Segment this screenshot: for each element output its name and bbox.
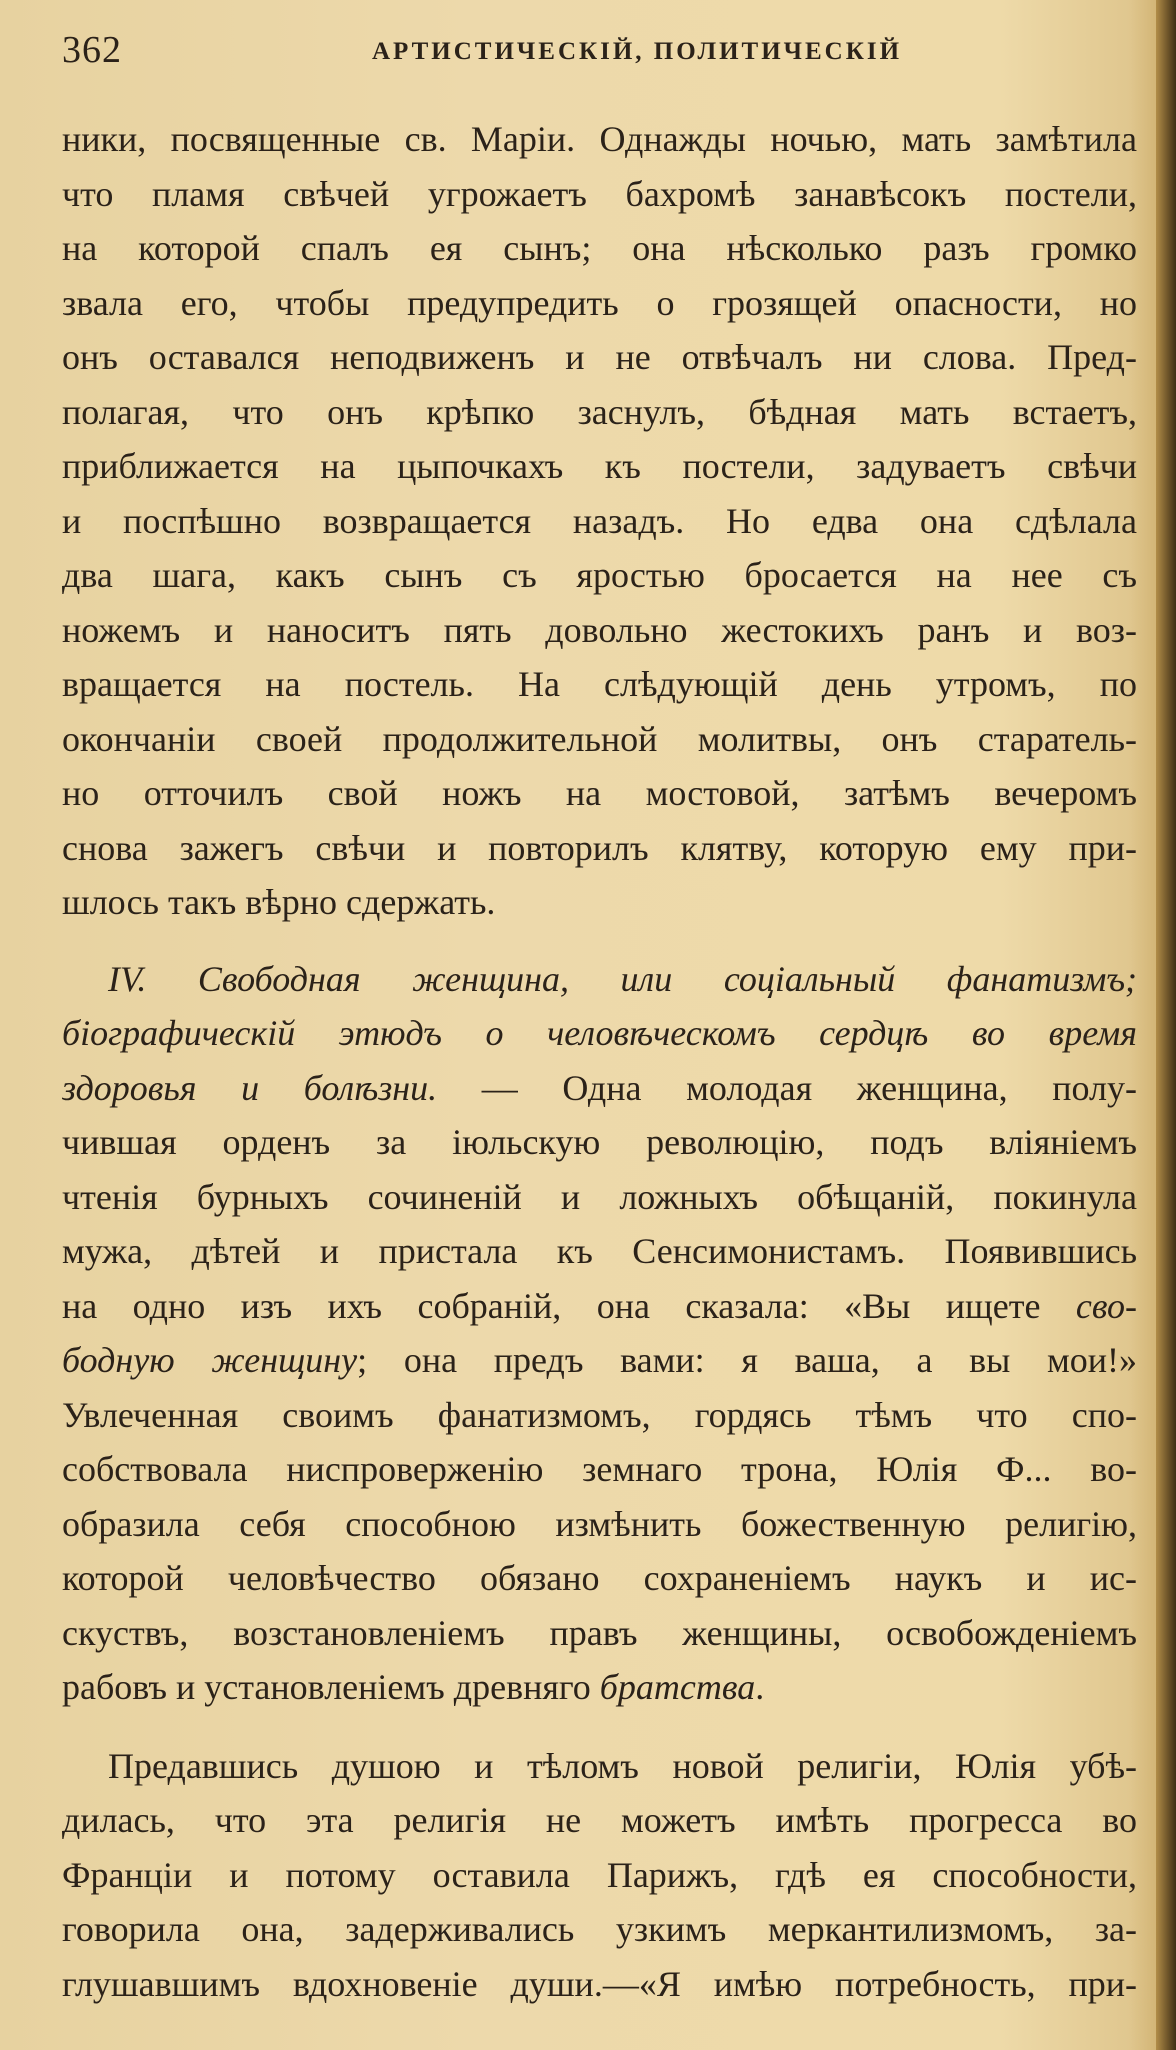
text-line (62, 1279, 1137, 1334)
text-line: ножемъ и наноситъ пять довольно жестокихъ ранъ и воз- (62, 609, 1137, 650)
text-line: звала его, чтобы предупредить о грозящей опасности, но (62, 282, 1137, 323)
text-line: Предавшись душою и тѣломъ новой религіи, Юлія убѣ- (108, 1745, 1137, 1786)
text-run: рабовъ и установленіемъ древняго (62, 1667, 600, 1707)
text-run: на одно изъ ихъ собраній, она сказала: «Вы ищете (62, 1285, 1076, 1326)
page-header (62, 22, 1136, 82)
emphasis-run: бодную женщину (62, 1340, 358, 1380)
text-line: приближается на цыпочкахъ къ постели, задуваетъ свѣчи (62, 446, 1137, 486)
text-run: — Одна молодая женщина, полу- (437, 1067, 1137, 1108)
text-line (62, 1061, 1137, 1116)
text-line: которой человѣчество обязано сохраненіемъ наукъ и ис- (62, 1558, 1137, 1598)
text-line: дилась, что эта религія не можетъ имѣть прогресса во (62, 1800, 1137, 1840)
section-title-end: здоровья и болѣзни. (62, 1067, 438, 1108)
text-line: говорила она, задерживались узкимъ меркантилизмомъ, за- (62, 1909, 1137, 1949)
text-line: вращается на постель. На слѣдующій день утромъ, по (62, 664, 1137, 704)
text-line: и поспѣшно возвращается назадъ. Но едва она сдѣлала (62, 500, 1137, 541)
text-line: окончаніи своей продолжительной молитвы, онъ старатель- (62, 718, 1137, 759)
text-run: . (755, 1667, 765, 1707)
body-text (62, 112, 1137, 2011)
text-line: но отточилъ свой ножъ на мостовой, затѣмъ вечеромъ (62, 773, 1137, 813)
text-run: ; она предъ вами: я ваша, а вы мои!» (357, 1340, 1137, 1380)
paragraph-2 (62, 952, 1137, 1715)
text-line: собствовала ниспроверженію земнаго трона, Юлія Ф... во- (62, 1449, 1137, 1489)
text-line: два шага, какъ сынъ съ яростью бросается на нее съ (62, 555, 1137, 595)
text-line: ники, посвященные св. Маріи. Однажды ночью, мать замѣтила (62, 119, 1137, 159)
text-line: образила себя способною измѣнить божественную религію, (62, 1503, 1137, 1544)
text-line: что пламя свѣчей угрожаетъ бахромѣ занавѣсокъ постели, (62, 173, 1137, 214)
text-line (62, 1660, 1137, 1715)
text-line: глушавшимъ вдохновеніе души.—«Я имѣю потребность, при- (62, 1963, 1137, 2004)
text-line: шлось такъ вѣрно сдержать. (62, 882, 496, 922)
emphasis-run: братства (599, 1667, 756, 1707)
text-line: полагая, что онъ крѣпко заснулъ, бѣдная мать встаетъ, (62, 391, 1137, 432)
text-line: чившая орденъ за іюльскую революцію, подъ вліяніемъ (62, 1122, 1137, 1162)
text-line: на которой спалъ ея сынъ; она нѣсколько разъ громко (62, 228, 1137, 268)
running-head: АРТИСТИЧЕСКІЙ, ПОЛИТИЧЕСКІЙ (372, 38, 903, 65)
paragraph-3 (62, 1739, 1137, 2012)
text-line: онъ оставался неподвиженъ и не отвѣчалъ ни слова. Пред- (62, 337, 1137, 377)
page-number: 362 (62, 29, 122, 71)
section-title-line: IV. Свободная женщина, или соціальный фанатизмъ; (108, 958, 1137, 999)
text-line: снова зажегъ свѣчи и повторилъ клятву, которую ему при- (62, 827, 1137, 868)
emphasis-run: сво- (1075, 1285, 1137, 1326)
text-line (62, 1333, 1137, 1388)
text-line: Франціи и потому оставила Парижъ, гдѣ ея способности, (62, 1854, 1137, 1895)
text-line: скуствъ, возстановленіемъ правъ женщины, освобожденіемъ (62, 1612, 1137, 1653)
text-line: чтенія бурныхъ сочиненій и ложныхъ обѣщаній, покинула (62, 1176, 1137, 1217)
page-edge (1156, 0, 1176, 2050)
paragraph-1 (62, 112, 1137, 930)
text-line: Увлеченная своимъ фанатизмомъ, гордясь тѣмъ что спо- (62, 1394, 1137, 1435)
text-line: мужа, дѣтей и пристала къ Сенсимонистамъ. Появившись (62, 1231, 1137, 1271)
section-title-line: біографическій этюдъ о человѣческомъ сердцѣ во время (62, 1013, 1137, 1053)
